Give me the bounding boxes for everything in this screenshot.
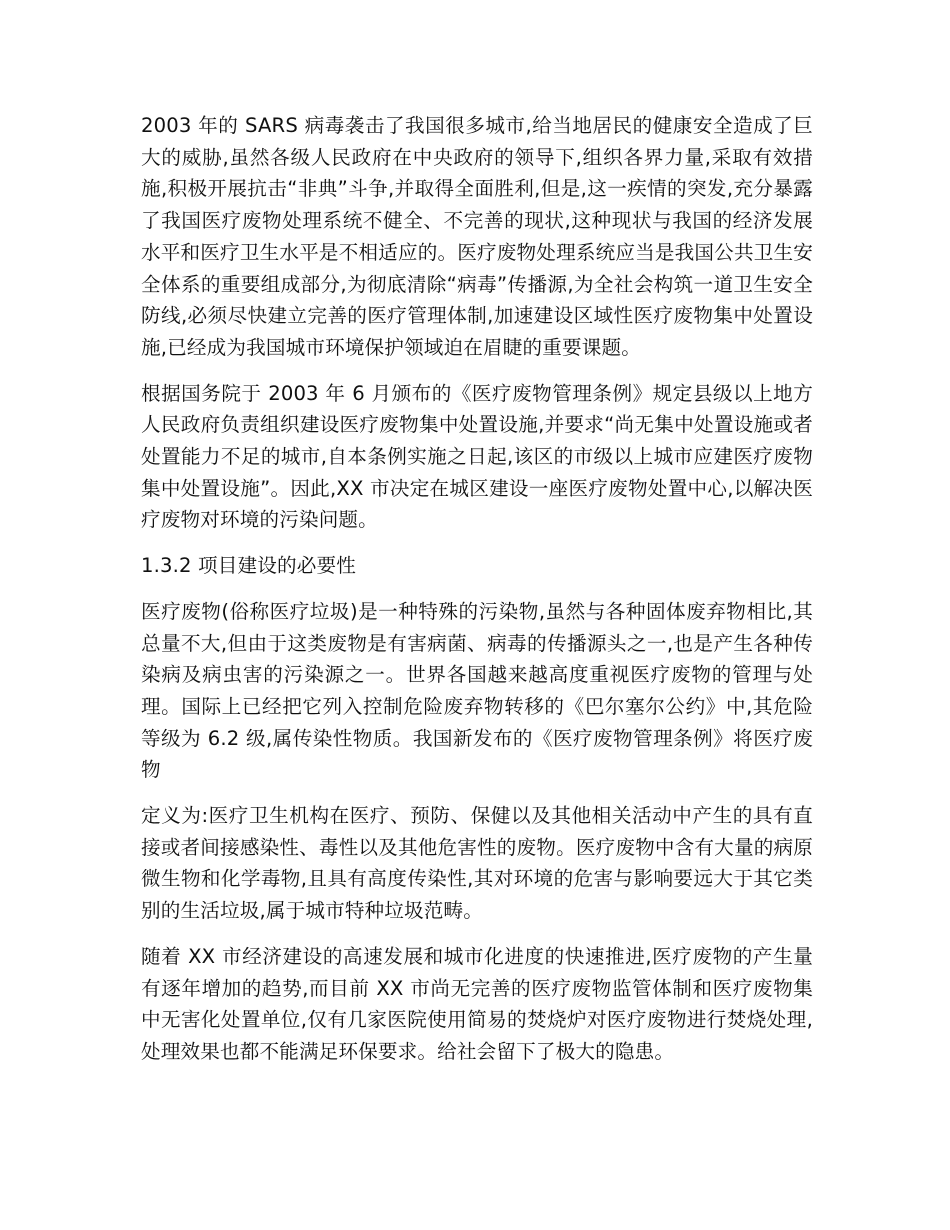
section-heading: 1.3.2 项目建设的必要性 (141, 554, 356, 578)
paragraph-regulation: 根据国务院于 2003 年 6 月颁布的《医疗废物管理条例》规定县级以上地方人民政府负责组织建设医疗废物集中处置设施,并要求“尚无集中处置设施或者处置能力不足的城市,自本条例实施之日起,该区的市级以上城市应建医疗废物集中处置设施”。因此,XX 市决定在城区建设一座医疗废物处置中心,以解决医疗废物对环境的污染问题。 (141, 381, 813, 532)
paragraph-definition: 定义为:医疗卫生机构在医疗、预防、保健以及其他相关活动中产生的具有直接或者间接感染性、毒性以及其他危害性的废物。医疗废物中含有大量的病原微生物和化学毒物,且具有高度传染性,其对环境的危害与影响要远大于其它类别的生活垃圾,属于城市特种垃圾范畴。 (141, 804, 813, 923)
paragraph-medical-waste-intro: 医疗废物(俗称医疗垃圾)是一种特殊的污染物,虽然与各种固体废弃物相比,其总量不大,但由于这类废物是有害病菌、病毒的传播源头之一,也是产生各种传染病及病虫害的污染源之一。世界各国越来越高度重视医疗废物的管理与处理。国际上已经把它列入控制危险废弃物转移的《巴尔塞尔公约》中,其危险等级为 6.2 级,属传染性物质。我国新发布的《医疗废物管理条例》将医疗废物 (141, 599, 813, 782)
paragraph-sars-background: 2003 年的 SARS 病毒袭击了我国很多城市,给当地居民的健康安全造成了巨大的威胁,虽然各级人民政府在中央政府的领导下,组织各界力量,采取有效措施,积极开展抗击“非典”斗争,并取得全面胜利,但是,这一疾情的突发,充分暴露了我国医疗废物处理系统不健全、不完善的现状,这种现状与我国的经济发展水平和医疗卫生水平是不相适应的。医疗废物处理系统应当是我国公共卫生安全体系的重要组成部分,为彻底清除“病毒”传播源,为全社会构筑一道卫生安全防线,必须尽快建立完善的医疗管理体制,加速建设区域性医疗废物集中处置设施,已经成为我国城市环境保护领域迫在眉睫的重要课题。 (141, 114, 813, 359)
paragraph-current-situation: 随着 XX 市经济建设的高速发展和城市化进度的快速推进,医疗废物的产生量有逐年增加的趋势,而目前 XX 市尚无完善的医疗废物监管体制和医疗废物集中无害化处置单位,仅有几家医院使用简易的焚烧炉对医疗废物进行焚烧处理,处理效果也都不能满足环保要求。给社会留下了极大的隐患。 (141, 944, 813, 1063)
document-page (141, 110, 813, 1082)
